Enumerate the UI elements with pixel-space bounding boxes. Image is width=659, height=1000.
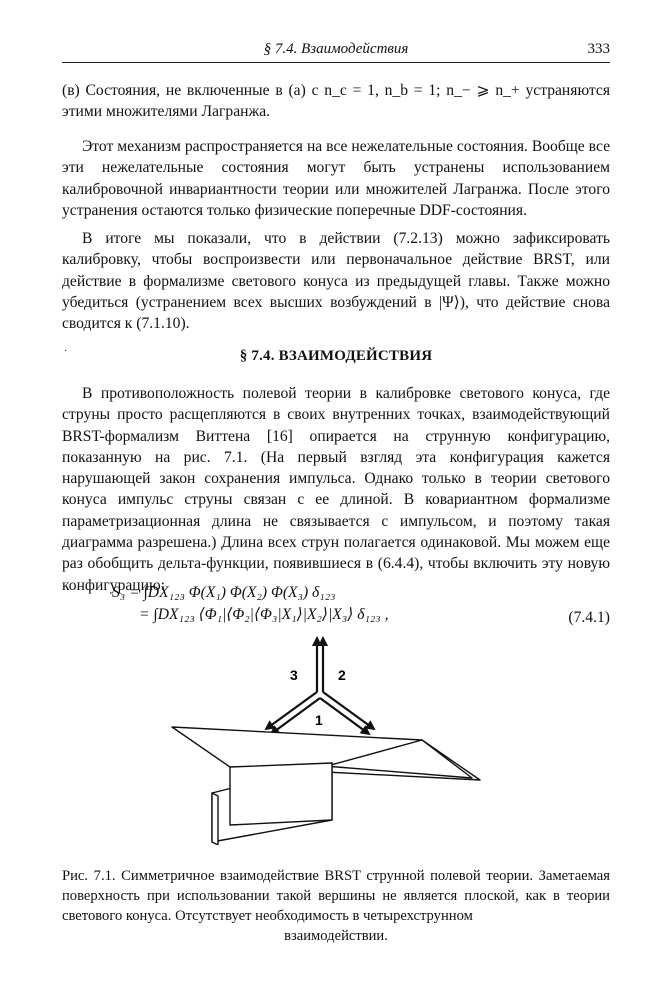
equation-7-4-1	[112, 582, 610, 626]
list-item-v: (в) Состояния, не включенные в (а) с n_c = 1, n_b = 1; n_− ⩾ n_+ устраняются этими множителями Лагранжа.	[62, 82, 610, 121]
section-heading	[62, 348, 610, 365]
margin-dot: ·	[64, 346, 68, 357]
equation-line-2: = ∫DX₁₂₃ ⟨Φ₁|⟨Φ₂|⟨Φ₃|X₁⟩|X₂⟩|X₃⟩ δ₁₂₃ ,	[139, 606, 389, 623]
folded-worldsheet	[172, 727, 480, 845]
caption-text: Рис. 7.1. Симметричное взаимодействие BRST струнной полевой теории. Заметаемая поверхность при использовании такой вершины не является плоской, как в теории светового конуса. Отсутствует необходимость в четырехструнном	[62, 868, 610, 924]
section-heading-text: § 7.4. ВЗАИМОДЕЙСТВИЯ	[239, 348, 433, 364]
equation-number: (7.4.1)	[568, 609, 610, 626]
equation-line-1: S₃ = ∫DX₁₂₃ Φ(X₁) Φ(X₂) Φ(X₃) δ₁₂₃	[112, 584, 336, 601]
figure-caption	[62, 866, 610, 946]
paragraph-mechanism: Этот механизм распространяется на все нежелательные состояния. Вообще все эти нежелательные состояния могут быть устранены использованием калибровочной инвариантности теории или множителей Лагранжа. После этого устранения остаются только физические поперечные DDF-состояния.	[62, 138, 610, 219]
vertex-label-1: 1	[315, 712, 323, 728]
vertex-and-worldsheet-diagram	[160, 630, 490, 845]
page-number: 333	[587, 41, 610, 57]
caption-last-line: взаимодействии.	[284, 928, 388, 944]
paragraph-gauge-fixing: В итоге мы показали, что в действии (7.2.13) можно зафиксировать калибровку, чтобы воспроизвести или первоначальное действие BRST, или действие в формализме светового конуса из предыдущей главы. Также можно убедиться (устранением всех высших возбуждений в |Ψ⟩), что действие снова сводится к (7.1.10).	[62, 230, 610, 333]
paragraph-interactions: В противоположность полевой теории в калибровке светового конуса, где струны просто расщепляются в своих внутренних точках, взаимодействующий BRST-формализм Виттена [16] опирается на струнную конфигурацию, показанную на рис. 7.1. (На первый взгляд эта конфигурация кажется нарушающей закон сохранения импульса. Однако только в теории светового конуса импульс струны связан с ее длиной. В ковариантном формализме параметризационная длина не связывается с импульсом, и поэтому такая диаграмма разрешена.) Длина всех струн полагается одинаковой. Мы можем еще раз обобщить дельта-функции, появившиеся в (6.4.4), чтобы включить эту новую конфигурацию:	[62, 385, 610, 594]
running-head	[62, 40, 610, 63]
figure-7-1	[160, 630, 490, 845]
vertex-label-3: 3	[290, 667, 298, 683]
running-head-title: § 7.4. Взаимодействия	[263, 41, 409, 57]
vertex-label-2: 2	[338, 667, 346, 683]
